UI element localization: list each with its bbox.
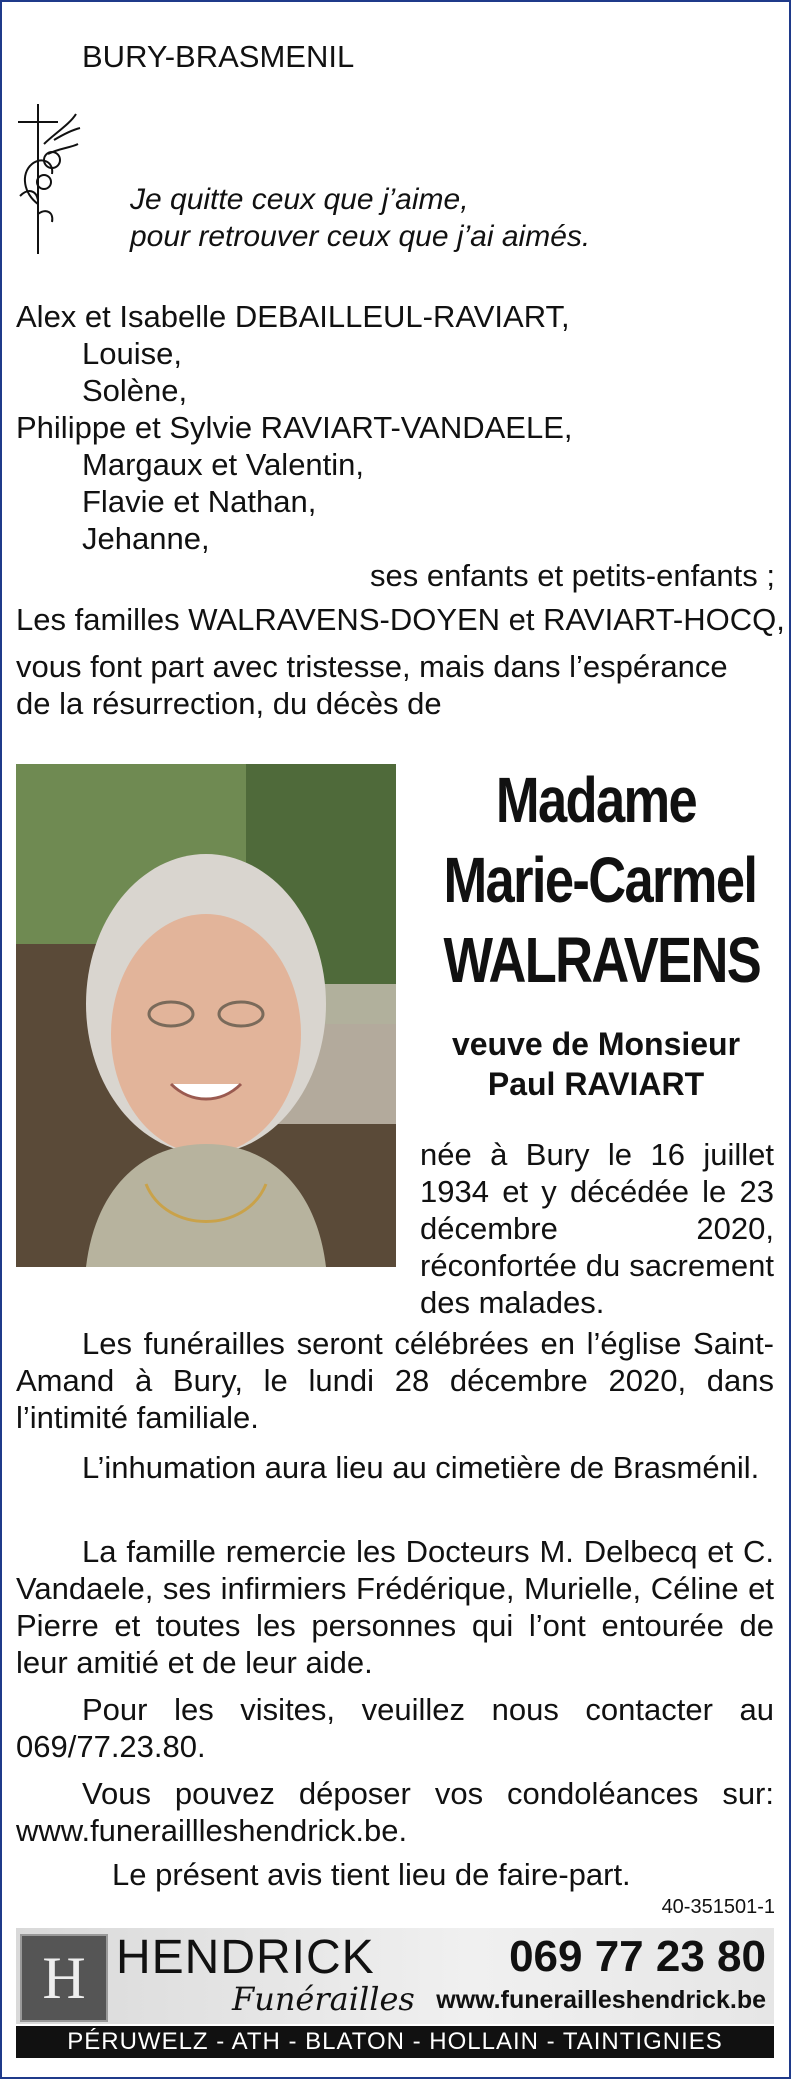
announcement-line: de la résurrection, du décès de bbox=[16, 686, 442, 721]
family-line: Philippe et Sylvie RAVIART-VANDAELE, bbox=[16, 410, 573, 445]
birth-death-details: née à Bury le 16 juillet 1934 et y décédée le 23 décembre 2020, réconfortée du sacrement des malades. bbox=[420, 1137, 774, 1320]
cities-bar: PÉRUWELZ - ATH - BLATON - HOLLAIN - TAINTIGNIES bbox=[16, 2026, 774, 2058]
cross-with-flowers-icon bbox=[14, 104, 84, 254]
brand-subtitle: Funérailles bbox=[232, 1980, 415, 2018]
location-heading: BURY-BRASMENIL bbox=[82, 39, 355, 74]
website-link[interactable]: www.funerailleshendrick.be bbox=[436, 1986, 766, 2014]
brand-name: HENDRICK bbox=[116, 1931, 375, 1984]
widow-line: Paul RAVIART bbox=[487, 1066, 705, 1102]
epitaph-quote bbox=[130, 181, 590, 255]
first-name: Marie-Carmel bbox=[443, 844, 757, 916]
burial-paragraph: L’inhumation aura lieu au cimetière de Brasménil. bbox=[82, 1450, 760, 1485]
family-line: Jehanne, bbox=[82, 521, 210, 556]
family-line: Flavie et Nathan, bbox=[82, 484, 317, 519]
family-line: Alex et Isabelle DEBAILLEUL-RAVIART, bbox=[16, 299, 570, 334]
visits-paragraph: Pour les visites, veuillez nous contacter au 069/77.23.80. bbox=[16, 1692, 774, 1764]
family-line: Margaux et Valentin, bbox=[82, 447, 365, 482]
children-note: ses enfants et petits-enfants ; bbox=[370, 558, 775, 593]
reference-number: 40-351501-1 bbox=[661, 1896, 775, 1918]
quote-line: Je quitte ceux que j’aime, bbox=[130, 183, 469, 216]
quote-line: pour retrouver ceux que j’ai aimés. bbox=[130, 220, 591, 253]
families-line: Les familles WALRAVENS-DOYEN et RAVIART-HOCQ, bbox=[16, 602, 785, 637]
portrait-photo bbox=[16, 764, 396, 1267]
closing-line: Le présent avis tient lieu de faire-part. bbox=[112, 1857, 631, 1892]
widow-line: veuve de Monsieur bbox=[451, 1026, 741, 1062]
announcement-line: vous font part avec tristesse, mais dans l’espérance bbox=[16, 649, 728, 684]
funeral-home-banner bbox=[16, 1928, 774, 2058]
thanks-paragraph: La famille remercie les Docteurs M. Delbecq et C. Vandaele, ses infirmiers Frédérique, Murielle, Céline et Pierre et toutes les personnes qui l’ont entourée de leur amitié et de leur aide. bbox=[16, 1534, 774, 1680]
phone-number: 069 77 23 80 bbox=[509, 1932, 766, 1981]
deceased-name bbox=[410, 760, 782, 1000]
condolences-paragraph: Vous pouvez déposer vos condoléances sur: www.funeraillleshendrick.be. bbox=[16, 1776, 774, 1848]
family-line: Solène, bbox=[82, 373, 188, 408]
last-name: WALRAVENS bbox=[443, 924, 761, 996]
family-line: Louise, bbox=[82, 336, 182, 371]
hendrick-logo-icon: H bbox=[20, 1934, 108, 2022]
widow-of bbox=[410, 1024, 782, 1104]
funeral-paragraph: Les funérailles seront célébrées en l’église Saint-Amand à Bury, le lundi 28 décembre 2020, dans l’intimité familiale. bbox=[16, 1326, 774, 1435]
title-madame: Madame bbox=[495, 764, 697, 836]
